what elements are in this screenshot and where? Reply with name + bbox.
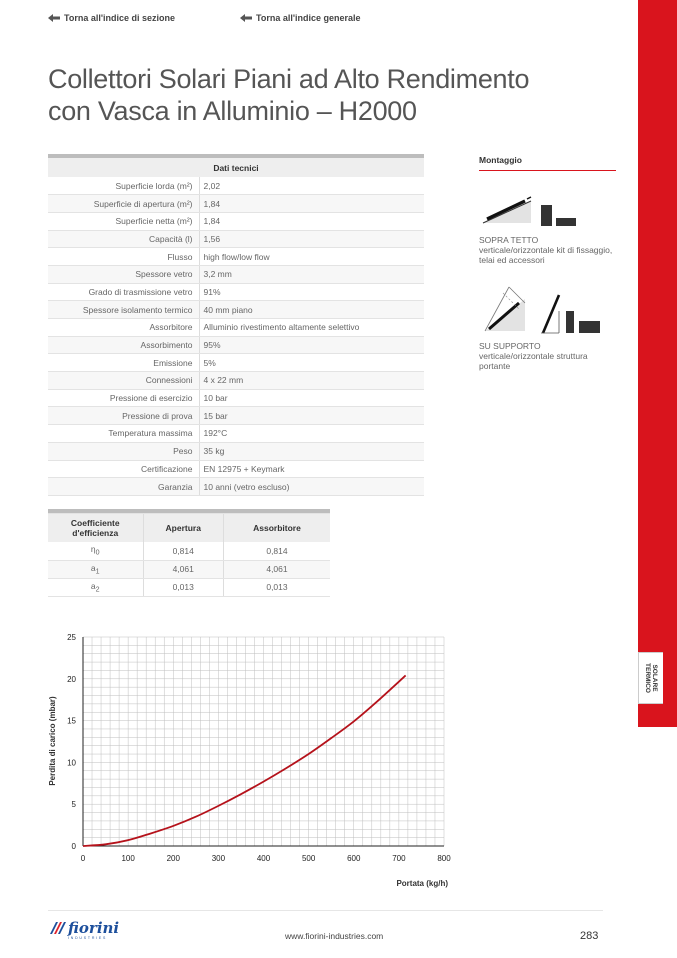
y-tick-label: 25	[67, 633, 76, 642]
coefficient-symbol-base: a	[90, 562, 96, 573]
x-tick-label: 300	[211, 854, 226, 863]
eff-header-apertura: Apertura	[143, 513, 223, 542]
mounting-title: Montaggio	[479, 155, 616, 171]
spec-label: Capacità (l)	[48, 230, 199, 248]
coefficient-symbol-subscript: 2	[95, 585, 100, 594]
x-tick-label: 800	[437, 854, 451, 863]
company-logo	[48, 919, 120, 940]
table-row	[48, 336, 424, 354]
spec-label: Certificazione	[48, 460, 199, 478]
section-tab-line1: SOLARE	[651, 664, 659, 692]
x-tick-label: 400	[256, 854, 271, 863]
spec-label: Spessore vetro	[48, 265, 199, 283]
spec-value: 2,02	[199, 177, 424, 195]
general-index-label: Torna all'indice generale	[256, 13, 361, 23]
spec-label: Grado di trasmissione vetro	[48, 283, 199, 301]
spec-value: 1,56	[199, 230, 424, 248]
spec-label: Pressione di esercizio	[48, 389, 199, 407]
frame-mounting-title: SU SUPPORTO	[479, 341, 541, 351]
table-row	[48, 389, 424, 407]
y-tick-label: 10	[67, 758, 76, 768]
eff-header-coefficient: Coefficiente d'efficienza	[48, 513, 143, 542]
page-title	[48, 63, 608, 127]
spec-value: 4 x 22 mm	[199, 372, 424, 390]
coefficient-symbol-base: η	[90, 544, 96, 555]
table-row	[48, 354, 424, 372]
table-row	[48, 442, 424, 460]
spec-value: 3,2 mm	[199, 265, 424, 283]
section-tab-line2: TERMICO	[644, 663, 652, 693]
logo-subtitle: INDUSTRIES	[68, 936, 108, 940]
table-header: Dati tecnici	[48, 158, 424, 177]
y-tick-label: 5	[71, 800, 76, 810]
table-row	[48, 248, 424, 266]
spec-value: 1,84	[199, 212, 424, 230]
pressure-drop-chart	[40, 625, 460, 895]
frame-mounting-illustration	[479, 281, 604, 341]
section-index-link[interactable]	[48, 13, 175, 23]
spec-value: 35 kg	[199, 442, 424, 460]
spec-value: 40 mm piano	[199, 301, 424, 319]
spec-value: Alluminio rivestimento altamente selettivo	[199, 319, 424, 337]
table-row	[48, 407, 424, 425]
coefficient-symbol-subscript: 0	[95, 549, 100, 558]
coefficient-symbol-base: a	[90, 580, 96, 591]
spec-label: Superficie di apertura (m²)	[48, 195, 199, 213]
spec-label: Assorbimento	[48, 336, 199, 354]
x-tick-label: 600	[347, 854, 361, 863]
spec-value: 95%	[199, 336, 424, 354]
spec-value: 192°C	[199, 425, 424, 443]
table-row	[48, 478, 424, 496]
frame-mounting-caption	[479, 341, 616, 371]
spec-label: Temperatura massima	[48, 425, 199, 443]
eff-header-assorbitore: Assorbitore	[223, 513, 330, 542]
spec-label: Connessioni	[48, 372, 199, 390]
frame-mounting-text: verticale/orizzontale struttura portante	[479, 351, 588, 371]
fiorini-logo-mark-icon	[48, 920, 66, 936]
table-row	[48, 372, 424, 390]
spec-value: EN 12975 + Keymark	[199, 460, 424, 478]
section-tab-label	[644, 663, 658, 693]
chart-grid	[83, 637, 444, 846]
table-row	[48, 560, 330, 578]
table-row	[48, 542, 330, 560]
coefficient-symbol	[48, 560, 143, 578]
table-row	[48, 177, 424, 195]
general-index-link[interactable]	[240, 13, 361, 23]
logo-wordmark: fiorini	[68, 919, 120, 937]
x-tick-label: 0	[80, 854, 86, 863]
table-row	[48, 195, 424, 213]
apertura-value: 4,061	[143, 560, 223, 578]
spec-value: 91%	[199, 283, 424, 301]
section-color-bar	[638, 0, 677, 727]
table-row	[48, 265, 424, 283]
chart-tick-labels	[67, 633, 451, 863]
table-row	[48, 425, 424, 443]
x-tick-label: 200	[166, 854, 180, 863]
roof-mounting-caption	[479, 235, 616, 265]
section-tab[interactable]	[638, 652, 663, 704]
x-tick-label: 500	[301, 854, 316, 863]
efficiency-table	[48, 509, 330, 597]
mounting-section	[479, 155, 616, 371]
spec-label: Emissione	[48, 354, 199, 372]
technical-data-table	[48, 154, 424, 496]
spec-label: Peso	[48, 442, 199, 460]
assorbitore-value: 0,814	[223, 542, 330, 560]
x-tick-label: 100	[121, 854, 135, 863]
footer-divider	[48, 910, 603, 911]
table-row	[48, 460, 424, 478]
coefficient-symbol	[48, 542, 143, 560]
page-number: 283	[580, 930, 599, 942]
top-navigation	[48, 13, 361, 23]
spec-label: Superficie lorda (m²)	[48, 177, 199, 195]
spec-label: Garanzia	[48, 478, 199, 496]
spec-label: Superficie netta (m²)	[48, 212, 199, 230]
table-row	[48, 319, 424, 337]
page-title-line2: con Vasca in Alluminio – H2000	[48, 96, 417, 126]
table-row	[48, 230, 424, 248]
back-arrow-icon	[240, 14, 252, 22]
coefficient-symbol	[48, 578, 143, 596]
apertura-value: 0,013	[143, 578, 223, 596]
y-tick-label: 0	[71, 842, 76, 851]
footer-website[interactable]: www.fiorini-industries.com	[285, 931, 384, 941]
section-index-label: Torna all'indice di sezione	[64, 13, 175, 23]
roof-mounting-illustration	[479, 183, 579, 235]
back-arrow-icon	[48, 14, 60, 22]
spec-value: 10 bar	[199, 389, 424, 407]
table-row	[48, 301, 424, 319]
apertura-value: 0,814	[143, 542, 223, 560]
table-row	[48, 283, 424, 301]
x-tick-label: 700	[392, 854, 406, 863]
spec-value: 10 anni (vetro escluso)	[199, 478, 424, 496]
spec-label: Pressione di prova	[48, 407, 199, 425]
assorbitore-value: 0,013	[223, 578, 330, 596]
y-tick-label: 20	[67, 674, 76, 684]
table-row	[48, 212, 424, 230]
assorbitore-value: 4,061	[223, 560, 330, 578]
chart-x-label: Portata (kg/h)	[396, 879, 448, 888]
roof-mounting-text: verticale/orizzontale kit di fissaggio, telai ed accessori	[479, 245, 613, 265]
spec-value: high flow/low flow	[199, 248, 424, 266]
roof-mounting-title: SOPRA TETTO	[479, 235, 539, 245]
spec-value: 5%	[199, 354, 424, 372]
chart-y-label: Perdita di carico (mbar)	[48, 696, 57, 786]
spec-value: 15 bar	[199, 407, 424, 425]
chart-series-line	[83, 675, 406, 846]
table-row	[48, 578, 330, 596]
spec-label: Flusso	[48, 248, 199, 266]
page-title-line1: Collettori Solari Piani ad Alto Rendimento	[48, 64, 530, 94]
spec-value: 1,84	[199, 195, 424, 213]
y-tick-label: 15	[67, 716, 76, 726]
coefficient-symbol-subscript: 1	[95, 567, 100, 576]
spec-label: Spessore isolamento termico	[48, 301, 199, 319]
spec-label: Assorbitore	[48, 319, 199, 337]
